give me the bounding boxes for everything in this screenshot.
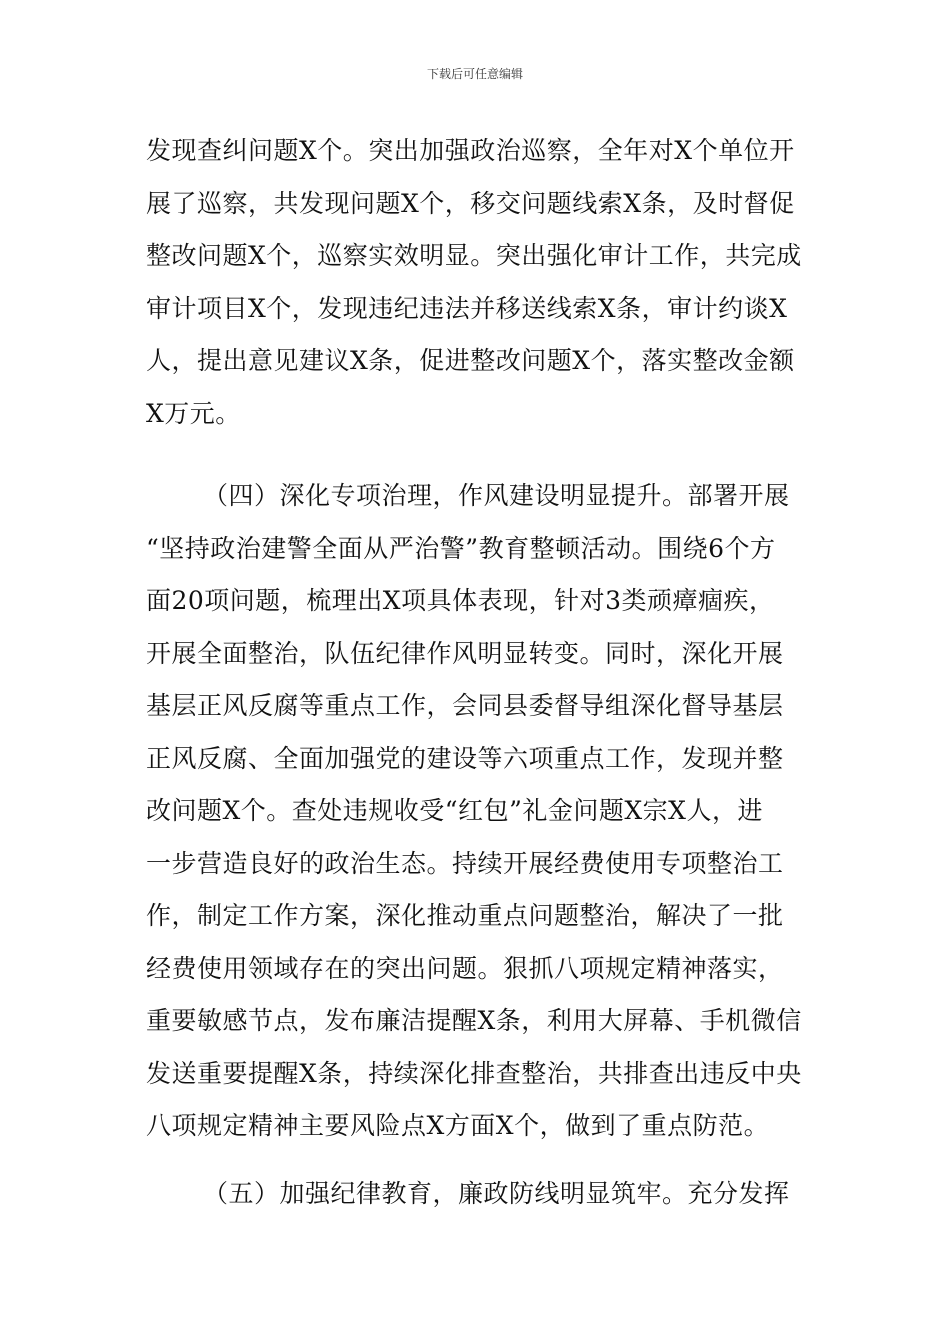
text-line: 改问题X个。查处违规收受“红包”礼金问题X宗X人，进	[146, 796, 763, 825]
text-line: 八项规定精神主要风险点X方面X个，做到了重点防范。	[146, 1111, 770, 1140]
text-line: 人，提出意见建议X条，促进整改问题X个，落实整改金额	[146, 346, 795, 375]
section-heading-line: （五）加强纪律教育，廉政防线明显筑牢。充分发挥	[203, 1179, 790, 1208]
paragraph-special-governance	[146, 470, 826, 1153]
text-line: 正风反腐、全面加强党的建设等六项重点工作，发现并整	[146, 743, 784, 773]
text-line: 审计项目X个，发现违纪违法并移送线索X条，审计约谈X	[146, 293, 788, 323]
text-line: X万元。	[146, 398, 241, 428]
text-line: 整改问题X个，巡察实效明显。突出强化审计工作，共完成	[146, 241, 802, 270]
text-line: 面20项问题，梳理出X项具体表现，针对3类顽瘴痼疾，	[146, 586, 775, 615]
text-line: 作，制定工作方案，深化推动重点问题整治，解决了一批	[146, 901, 784, 930]
text-line: 开展全面整治，队伍纪律作风明显转变。同时，深化开展	[146, 638, 784, 668]
page-header: 下载后可任意编辑	[426, 67, 523, 81]
text-line: 重要敏感节点，发布廉洁提醒X条，利用大屏幕、手机微信	[146, 1006, 802, 1035]
paragraph-discipline-education	[146, 1168, 826, 1221]
text-line: 基层正风反腐等重点工作，会同县委督导组深化督导基层	[146, 691, 784, 720]
text-line: 经费使用领域存在的突出问题。狠抓八项规定精神落实，	[146, 953, 784, 983]
text-line: 展了巡察，共发现问题X个，移交问题线索X条，及时督促	[146, 188, 795, 218]
paragraph-inspection-audit	[146, 125, 826, 440]
text-line: 一步营造良好的政治生态。持续开展经费使用专项整治工	[146, 848, 784, 878]
text-line: “坚持政治建警全面从严治警”教育整顿活动。围绕6个方	[146, 533, 776, 563]
section-heading-line: （四）深化专项治理，作风建设明显提升。部署开展	[203, 481, 790, 510]
text-line: 发送重要提醒X条，持续深化排查整治，共排查出违反中央	[146, 1058, 802, 1088]
text-line: 发现查纠问题X个。突出加强政治巡察，全年对X个单位开	[146, 136, 795, 165]
